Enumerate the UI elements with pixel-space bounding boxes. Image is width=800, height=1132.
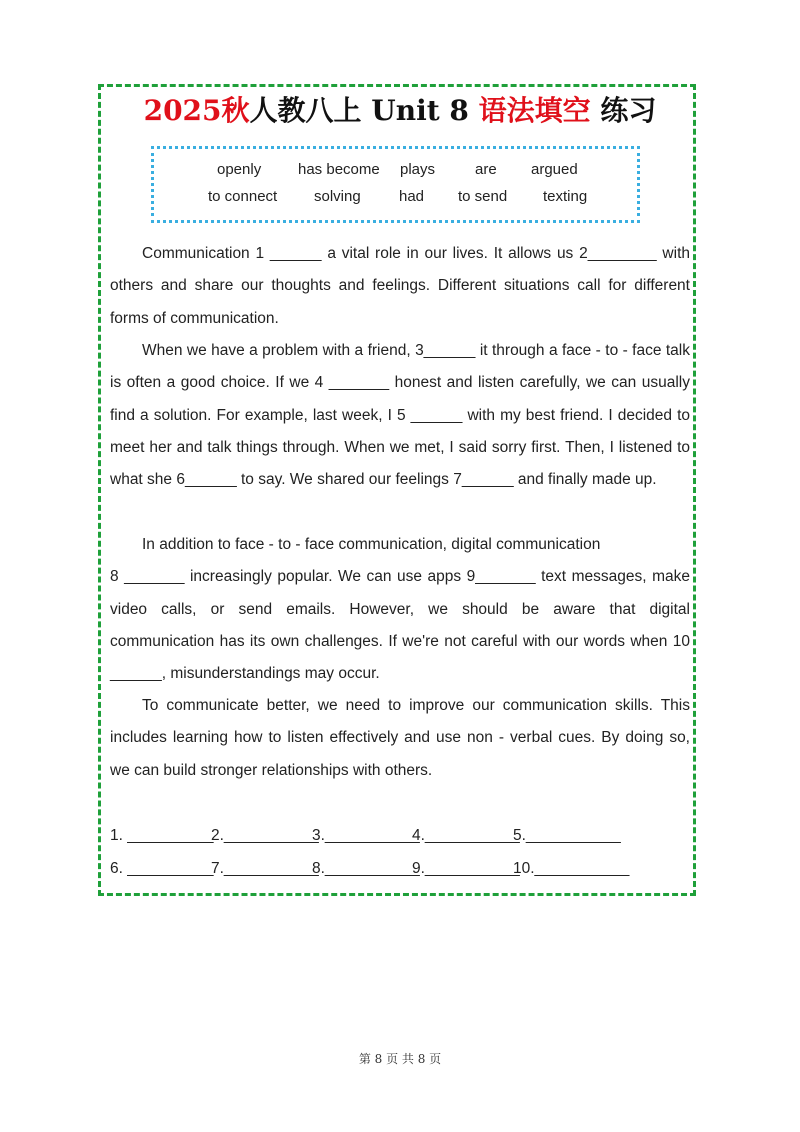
word-bank-row-1 bbox=[154, 161, 637, 181]
word-bank-item: to connect bbox=[208, 188, 278, 205]
word-bank-item: argued bbox=[531, 161, 578, 178]
word-bank bbox=[151, 146, 640, 223]
answer-blank-1[interactable]: 1. __________ bbox=[110, 827, 214, 844]
answer-blank-4[interactable]: 4.___________ bbox=[412, 827, 520, 844]
word-bank-item: texting bbox=[543, 188, 588, 205]
paragraph-text-line-1: In addition to face - to - face communication, digital communication bbox=[142, 536, 601, 553]
answer-row-2 bbox=[110, 860, 690, 882]
answer-blank-2[interactable]: 2.___________ bbox=[211, 827, 319, 844]
word-bank-item: solving bbox=[314, 188, 361, 205]
answer-blank-8[interactable]: 8.___________ bbox=[312, 860, 420, 877]
paragraph-text: When we have a problem with a friend, 3______ it through a face - to - face talk is often a good choice. If we 4 _______ honest and listen carefully, we can usually find a solution. For example, last week, I 5 ______ with my best friend. I decided to meet her and talk things through. When we met, I said sorry first. Then, I listened to what she 6______ to say. We shared our feelings 7______ and finally made up. bbox=[110, 342, 690, 489]
paragraph-text: To communicate better, we need to improve our communication skills. This includes learning how to listen effectively and use non - verbal cues. By doing so, we can build stronger relationships with others. bbox=[110, 697, 690, 779]
word-bank-row-2 bbox=[154, 188, 637, 208]
word-bank-item: to send bbox=[458, 188, 508, 205]
word-bank-item: had bbox=[399, 188, 425, 205]
page-footer: 第 8 页 共 8 页 bbox=[358, 1052, 442, 1066]
word-bank-item: are bbox=[475, 161, 497, 178]
answer-blank-10[interactable]: 10.___________ bbox=[513, 860, 630, 877]
title-suffix: 练习 bbox=[590, 94, 657, 127]
paragraph-text: Communication 1 ______ a vital role in our lives. It allows us 2________ with others and share our thoughts and feelings. Different situations call for different forms of communication. bbox=[110, 245, 690, 327]
page-title bbox=[0, 93, 800, 129]
word-bank-item: openly bbox=[217, 161, 262, 178]
passage-paragraph-3 bbox=[110, 529, 690, 690]
passage-paragraph-1 bbox=[110, 238, 690, 335]
passage-paragraph-4 bbox=[110, 690, 690, 787]
answer-blank-9[interactable]: 9.___________ bbox=[412, 860, 520, 877]
passage-paragraph-2 bbox=[110, 335, 690, 496]
word-bank-item: has become bbox=[298, 161, 380, 178]
title-season: 秋 bbox=[221, 94, 250, 127]
answer-blank-3[interactable]: 3.___________ bbox=[312, 827, 420, 844]
title-year: 2025 bbox=[143, 94, 222, 127]
answer-blank-7[interactable]: 7.___________ bbox=[211, 860, 319, 877]
answer-blank-6[interactable]: 6. __________ bbox=[110, 860, 214, 877]
answer-row-1 bbox=[110, 827, 690, 849]
answer-blank-5[interactable]: 5.___________ bbox=[513, 827, 621, 844]
paragraph-text: 8 _______ increasingly popular. We can use apps 9_______ text messages, make video calls, or send emails. However, we should be aware that digital communication has its own challenges. If we're not careful with our words when 10 ______, misunderstandings may occur. bbox=[110, 568, 690, 683]
title-exercise-type: 语法填空 bbox=[478, 94, 591, 127]
word-bank-item: plays bbox=[400, 161, 436, 178]
title-book-unit: 人教八上 Unit 8 bbox=[249, 94, 479, 127]
